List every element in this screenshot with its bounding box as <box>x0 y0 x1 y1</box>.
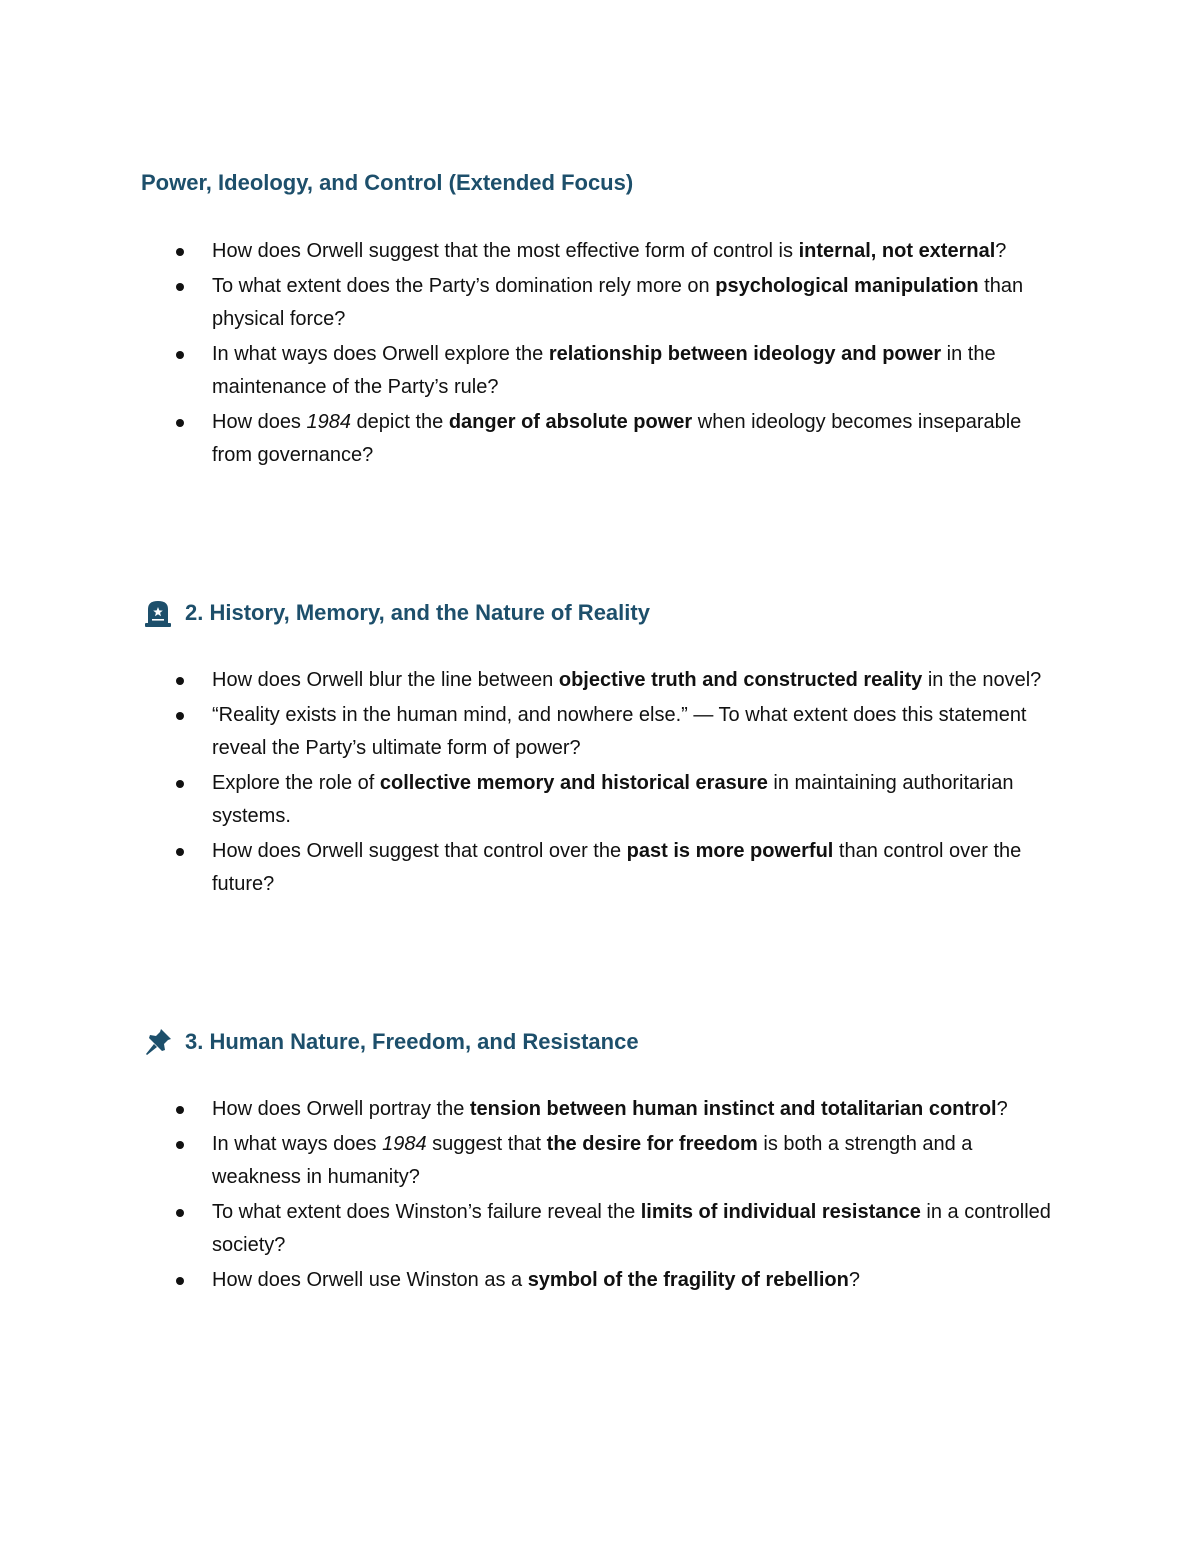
question-list <box>0 664 1200 903</box>
question-text: in the novel? <box>922 669 1042 691</box>
emphasis-text: symbol of the fragility of rebellion <box>527 1269 849 1291</box>
bullet-dot-icon <box>176 848 184 856</box>
question-item <box>0 1264 1062 1297</box>
question-text: How does Orwell use Winston as a <box>212 1269 528 1291</box>
question-text: than physical force? <box>212 275 1024 330</box>
question-text: in the maintenance of the Party’s rule? <box>212 343 996 398</box>
bullet-dot-icon <box>176 351 184 359</box>
bullet-dot-icon <box>176 283 184 291</box>
emphasis-text: internal, not external <box>798 240 996 262</box>
emphasis-text: limits of individual resistance <box>640 1201 921 1223</box>
question-text: How does <box>212 411 307 433</box>
question-item <box>0 338 1062 404</box>
title-text: 1984 <box>382 1133 427 1155</box>
emphasis-text: past is more powerful <box>626 840 834 862</box>
question-list <box>0 235 1200 474</box>
bullet-dot-icon <box>176 248 184 256</box>
question-item <box>0 1128 1062 1194</box>
question-text: To what extent does Winston’s failure reveal the <box>212 1201 641 1223</box>
question-list <box>0 1093 1200 1299</box>
question-text: Explore the role of <box>212 772 380 794</box>
question-text: than control over the future? <box>212 840 1022 895</box>
section-heading-text: 3. Human Nature, Freedom, and Resistance <box>185 1029 639 1054</box>
question-text: when ideology becomes inseparable from governance? <box>212 411 1022 466</box>
question-text: depict the <box>351 411 449 433</box>
question-text: in maintaining authoritarian systems. <box>212 772 1014 827</box>
emphasis-text: danger of absolute power <box>448 411 693 433</box>
bullet-dot-icon <box>176 780 184 788</box>
question-text: How does Orwell blur the line between <box>212 669 559 691</box>
bullet-dot-icon <box>176 1141 184 1149</box>
bullet-dot-icon <box>176 419 184 427</box>
question-text: To what extent does the Party’s domination rely more on <box>212 275 716 297</box>
question-text: In what ways does <box>212 1133 383 1155</box>
question-text: How does Orwell suggest that the most effective form of control is <box>212 240 799 262</box>
pushpin-icon <box>143 1027 175 1057</box>
question-text: In what ways does Orwell explore the <box>212 343 549 365</box>
section-heading-text: 2. History, Memory, and the Nature of Reality <box>185 600 650 625</box>
bullet-dot-icon <box>176 1106 184 1114</box>
emphasis-text: the desire for freedom <box>546 1133 758 1155</box>
question-item <box>0 235 1062 268</box>
question-item <box>0 406 1062 472</box>
bullet-dot-icon <box>176 1277 184 1285</box>
question-item <box>0 664 1062 697</box>
headstone-icon <box>143 598 175 628</box>
bullet-dot-icon <box>176 1209 184 1217</box>
question-text: in a controlled society? <box>212 1201 1051 1256</box>
question-item <box>0 1093 1062 1126</box>
question-text: suggest that <box>426 1133 547 1155</box>
section-heading <box>141 598 650 628</box>
section-heading-text: Power, Ideology, and Control (Extended Focus) <box>141 170 634 195</box>
title-text: 1984 <box>306 411 351 433</box>
question-text: How does Orwell suggest that control over the <box>212 840 627 862</box>
bullet-dot-icon <box>176 712 184 720</box>
question-text: How does Orwell portray the <box>212 1098 470 1120</box>
question-text: ? <box>848 1269 860 1291</box>
question-text: ? <box>995 240 1007 262</box>
emphasis-text: collective memory and historical erasure <box>379 772 768 794</box>
emphasis-text: tension between human instinct and totalitarian control <box>469 1098 997 1120</box>
question-item <box>0 1196 1062 1262</box>
question-text: ? <box>996 1098 1008 1120</box>
question-item <box>0 699 1062 765</box>
section-heading <box>141 170 633 196</box>
emphasis-text: relationship between ideology and power <box>548 343 942 365</box>
question-text: “Reality exists in the human mind, and nowhere else.” — To what extent does this statement reveal the Party’s ultimate form of power? <box>212 704 1027 759</box>
question-item <box>0 767 1062 833</box>
question-item <box>0 270 1062 336</box>
emphasis-text: psychological manipulation <box>715 275 979 297</box>
question-item <box>0 835 1062 901</box>
question-text: is both a strength and a weakness in humanity? <box>212 1133 973 1188</box>
bullet-dot-icon <box>176 677 184 685</box>
emphasis-text: objective truth and constructed reality <box>558 669 923 691</box>
section-heading <box>141 1027 639 1057</box>
